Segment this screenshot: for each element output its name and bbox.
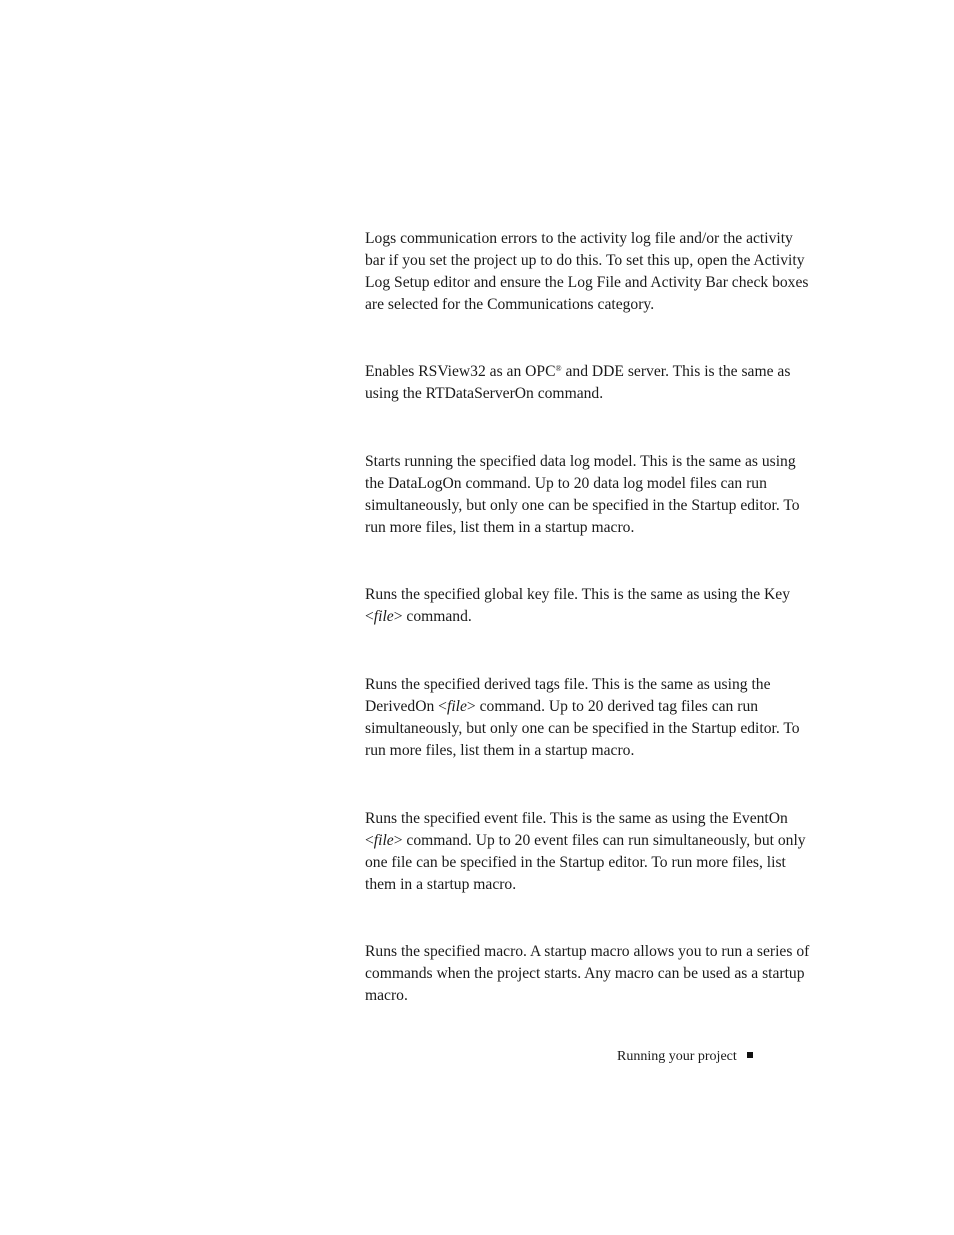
- footer-section-title: Running your project: [617, 1049, 737, 1064]
- opc-text-start: Enables RSView32 as an OPC: [365, 363, 556, 380]
- opc-text-end: and DDE server. This is the same as using the RTDataServerOn command.: [365, 363, 791, 402]
- key-text-end: > command.: [393, 608, 472, 625]
- event-file-placeholder: file: [373, 832, 394, 849]
- paragraph-data-log: Starts running the specified data log model. This is the same as using the DataLogOn command. Up to 20 data log model files can run simultaneously, but only one can be specified in the Startup editor. To run more files, list them in a startup macro.: [365, 453, 800, 536]
- paragraph-derived-tags: [365, 674, 813, 762]
- paragraph-key-file: [365, 584, 813, 628]
- paragraph-opc-server: [365, 361, 813, 405]
- derived-file-placeholder: file: [446, 698, 467, 715]
- paragraph-startup-macro: Runs the specified macro. A startup macro allows you to run a series of commands when the project starts. Any macro can be used as a startup macro.: [365, 943, 810, 1004]
- square-bullet-icon: [747, 1052, 753, 1058]
- paragraph-activity-log: Logs communication errors to the activity log file and/or the activity bar if you set the project up to do this. To set this up, open the Activity Log Setup editor and ensure the Log File and Activity Bar check boxes are selected for the Communications category.: [365, 230, 809, 313]
- paragraph-event-file: [365, 808, 813, 896]
- event-text-start: Runs the specified event file. This is the same as using the EventOn <: [365, 810, 788, 849]
- registered-mark: ®: [555, 364, 562, 373]
- derived-text-end: > command. Up to 20 derived tag files can run simultaneously, but only one can be specified in the Startup editor. To run more files, list them in a startup macro.: [365, 698, 800, 759]
- key-file-placeholder: file: [373, 608, 394, 625]
- event-text-end: > command. Up to 20 event files can run simultaneously, but only one file can be specified in the Startup editor. To run more files, list them in a startup macro.: [365, 832, 806, 893]
- key-text-start: Runs the specified global key file. This is the same as using the Key <: [365, 586, 790, 625]
- derived-text-start: Runs the specified derived tags file. This is the same as using the DerivedOn <: [365, 676, 771, 715]
- page-footer: [617, 1047, 753, 1067]
